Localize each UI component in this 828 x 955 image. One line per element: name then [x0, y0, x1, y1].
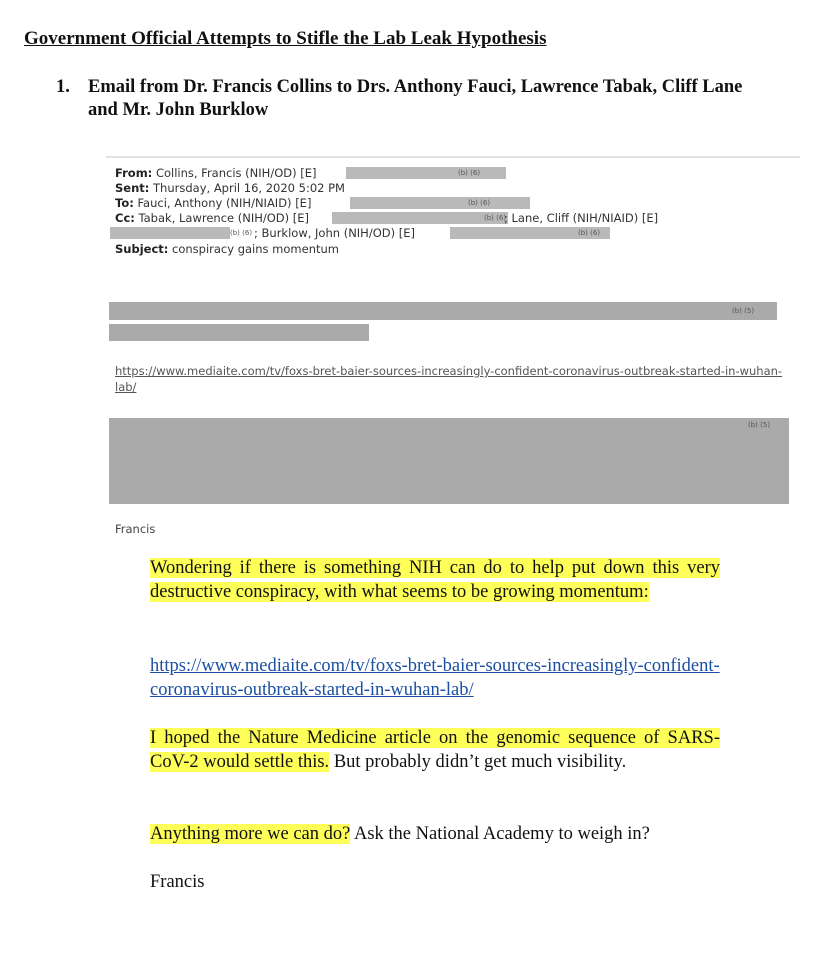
email-url: https://www.mediaite.com/tv/foxs-bret-baier-sources-increasingly-confident-coronavirus-outbreak-started-in-wuhan-lab/	[115, 364, 783, 394]
transcript-signature: Francis	[150, 872, 205, 892]
email-signature: Francis	[115, 522, 156, 536]
highlighted-text: Anything more we can do?	[150, 824, 351, 844]
redaction-bar	[110, 227, 230, 239]
highlighted-text: I hoped the Nature Medicine article on the genomic sequence of SARS-CoV-2 would settle this.	[150, 728, 720, 772]
cc-burklow: ; Burklow, John (NIH/OD) [E]	[254, 226, 415, 240]
redaction-code: (b) (6)	[484, 214, 507, 222]
list-item-number: 1.	[56, 77, 70, 97]
redaction-code: (b) (6)	[458, 169, 481, 177]
email-cc-line	[115, 211, 309, 225]
plain-text: But probably didn’t get much visibility.	[329, 752, 627, 772]
redaction-code: (b) (6)	[230, 229, 253, 237]
highlighted-text: Wondering if there is something NIH can do to help put down this very destructive conspiracy, with what seems to be growing momentum:	[150, 558, 720, 602]
cc-label: Cc:	[115, 211, 135, 225]
redaction-block	[109, 302, 777, 320]
redaction-bar	[350, 197, 530, 209]
list-item-1	[56, 76, 828, 126]
email-top-rule	[106, 156, 800, 158]
subject-value: conspiracy gains momentum	[172, 242, 339, 256]
cc-value: Tabak, Lawrence (NIH/OD) [E]	[138, 211, 310, 225]
redaction-bar	[332, 212, 508, 224]
sent-value: Thursday, April 16, 2020 5:02 PM	[153, 181, 345, 195]
redaction-code: (b) (6)	[578, 229, 601, 237]
email-to-line	[115, 196, 311, 210]
email-subject-line	[115, 242, 339, 256]
list-item-text: Email from Dr. Francis Collins to Drs. Anthony Fauci, Lawrence Tabak, Cliff Lane and Mr. John Burklow	[88, 77, 743, 120]
transcript-link-paragraph	[150, 654, 720, 702]
redaction-code: (b) (6)	[468, 199, 491, 207]
redaction-block	[109, 418, 789, 504]
redaction-code: (b) (5)	[748, 421, 771, 429]
scanned-email	[106, 156, 800, 544]
redaction-bar	[346, 167, 506, 179]
transcript-paragraph-3	[150, 822, 750, 846]
redaction-block	[109, 324, 369, 341]
from-value: Collins, Francis (NIH/OD) [E]	[155, 166, 317, 180]
email-from-line	[115, 166, 316, 180]
email-sent-line	[115, 181, 345, 195]
article-link[interactable]: https://www.mediaite.com/tv/foxs-bret-baier-sources-increasingly-confident-coronavirus-outbreak-started-in-wuhan-lab/	[150, 656, 720, 700]
sent-label: Sent:	[115, 181, 150, 195]
plain-text: Ask the National Academy to weigh in?	[350, 824, 650, 844]
to-label: To:	[115, 196, 134, 210]
transcript-paragraph-2	[150, 726, 720, 774]
from-label: From:	[115, 166, 153, 180]
transcript-paragraph-1	[150, 556, 720, 604]
document-heading: Government Official Attempts to Stifle the Lab Leak Hypothesis	[24, 28, 547, 49]
cc-lane: ; Lane, Cliff (NIH/NIAID) [E]	[504, 211, 659, 225]
subject-label: Subject:	[115, 242, 169, 256]
redaction-code: (b) (5)	[732, 307, 755, 315]
to-value: Fauci, Anthony (NIH/NIAID) [E]	[137, 196, 312, 210]
